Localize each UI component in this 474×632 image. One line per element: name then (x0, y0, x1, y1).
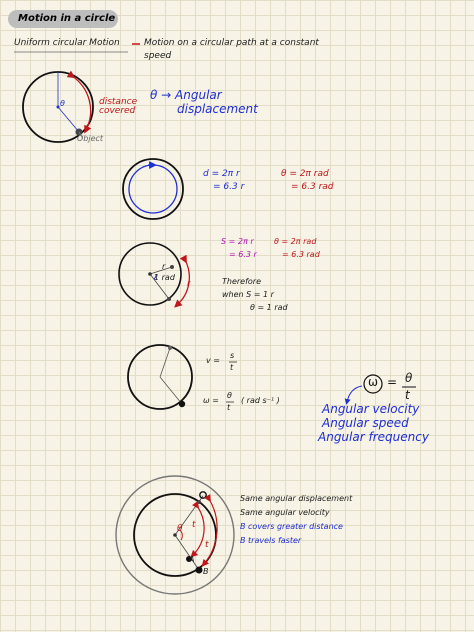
therefore-label: Therefore (222, 277, 262, 286)
omega-name-3: Angular frequency (318, 430, 429, 444)
omega-denominator: t (405, 388, 410, 402)
one-rad-label: 1 rad (154, 273, 175, 282)
when-label: when S = 1 r (222, 290, 274, 299)
omega-name-1: Angular velocity (322, 402, 420, 416)
w-unit: ( rad s⁻¹ ) (241, 396, 280, 405)
v-denominator: t (230, 363, 234, 372)
diagram1-theta: θ (60, 99, 65, 108)
d-equation-1: d = 2π r (203, 169, 240, 179)
note-3: B covers greater distance (240, 522, 343, 531)
arc-r-label: r (187, 279, 191, 288)
w-numerator: θ (227, 391, 232, 400)
omega-equals: = (387, 375, 398, 389)
w-denominator: t (227, 403, 231, 412)
angular-label-2: displacement (177, 102, 258, 116)
t-outer-label: t (205, 540, 209, 550)
object-label: Object (77, 134, 104, 143)
omega-symbol: ω (368, 375, 379, 389)
radius-label: r (162, 262, 166, 271)
definition-text-line2: speed (144, 51, 172, 61)
then-label: θ = 1 rad (250, 303, 288, 312)
point-b (196, 567, 203, 574)
t-inner-label: t (192, 520, 196, 530)
distance-label-line2: covered (99, 106, 136, 116)
definition-text-line1: Motion on a circular path at a constant (144, 38, 319, 48)
diagram5-theta: θ (177, 524, 183, 534)
theta-equation-2: = 6.3 rad (291, 182, 334, 192)
v-numerator: s (230, 351, 235, 360)
distance-label-line1: distance (99, 97, 138, 107)
t-equation-1: θ = 2π rad (274, 237, 317, 246)
s-equation-1: S = 2π r (221, 237, 254, 246)
v-lhs: v = (206, 356, 220, 365)
t-equation-2: = 6.3 rad (282, 250, 320, 259)
s-equation-2: = 6.3 r (229, 250, 257, 259)
theta-equation-1: θ = 2π rad (281, 169, 329, 179)
point-b-start (200, 492, 206, 498)
note-1: Same angular displacement (240, 494, 353, 503)
diagram1-circle (23, 72, 93, 142)
omega-name-2: Angular speed (322, 416, 409, 430)
point-b-label: B (203, 567, 209, 576)
diagram5-circles (116, 476, 234, 594)
w-lhs: ω = (203, 396, 219, 405)
note-4: B travels faster (240, 536, 302, 545)
omega-numerator: θ (405, 371, 413, 385)
angular-label: θ → Angular (150, 88, 222, 102)
definition-term: Uniform circular Motion (14, 38, 120, 48)
d-equation-2: = 6.3 r (213, 182, 245, 192)
diagram2-circle (123, 159, 183, 219)
note-2: Same angular velocity (240, 508, 330, 517)
point-a-label: A (189, 555, 195, 564)
page-title: Motion in a circle (8, 10, 118, 28)
